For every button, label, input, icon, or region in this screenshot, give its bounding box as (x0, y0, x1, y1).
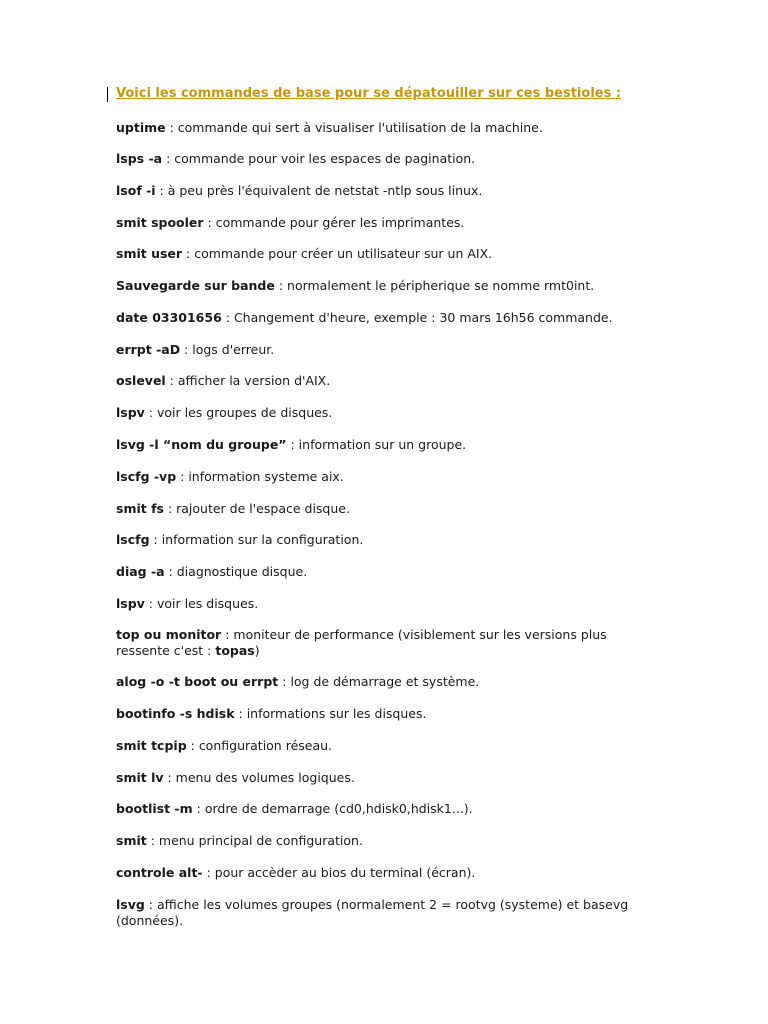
command-entry (116, 120, 656, 136)
command-description: : ordre de demarrage (cd0,hdisk0,hdisk1...). (192, 801, 473, 816)
command-description: ) (254, 643, 260, 658)
command-name: alog -o -t boot ou errpt (116, 674, 279, 689)
command-description: : diagnostique disque. (164, 564, 308, 579)
command-description: : menu des volumes logiques. (163, 770, 355, 785)
command-description: : rajouter de l'espace disque. (163, 501, 350, 516)
command-entry (116, 897, 656, 929)
document-heading: Voici les commandes de base pour se dépatouiller sur ces bestioles : (116, 86, 622, 101)
command-description: : moniteur de performance (visiblement sur les versions plus ressente c'est : (116, 627, 607, 658)
command-description: : commande pour créer un utilisateur sur un AIX. (182, 246, 493, 261)
command-description: : menu principal de configuration. (146, 833, 363, 848)
command-description: : affiche les volumes groupes (normalement 2 = rootvg (systeme) et basevg (données). (116, 897, 629, 928)
command-entry (116, 738, 656, 754)
command-name: lscfg (116, 532, 150, 547)
command-name: smit user (116, 246, 183, 261)
command-description: : afficher la version d'AIX. (165, 373, 331, 388)
command-description: : informations sur les disques. (234, 706, 427, 721)
command-name: lspv (116, 596, 145, 611)
command-entry (116, 151, 656, 167)
command-description: : configuration réseau. (186, 738, 333, 753)
command-entry (116, 373, 656, 389)
command-description: : log de démarrage et système. (278, 674, 480, 689)
command-name: diag -a (116, 564, 165, 579)
command-name: smit spooler (116, 215, 204, 230)
command-entry (116, 706, 656, 722)
command-description: : voir les disques. (144, 596, 259, 611)
command-description: : Changement d'heure, exemple : 30 mars 16h56 commande. (221, 310, 613, 325)
command-entry (116, 405, 656, 421)
command-name: topas (215, 643, 255, 658)
command-entry (116, 564, 656, 580)
command-entry (116, 865, 656, 881)
command-entry (116, 246, 656, 262)
command-entry (116, 801, 656, 817)
command-entry (116, 437, 656, 453)
command-name: lsvg -l “nom du groupe” (116, 437, 287, 452)
text-cursor (107, 87, 108, 102)
command-description: : commande qui sert à visualiser l'utilisation de la machine. (165, 120, 543, 135)
command-name: Sauvegarde sur bande (116, 278, 275, 293)
command-name: controle alt- (116, 865, 203, 880)
command-name: smit tcpip (116, 738, 187, 753)
command-entry (116, 596, 656, 612)
command-description: : pour accèder au bios du terminal (écran). (202, 865, 476, 880)
command-description: : logs d'erreur. (180, 342, 275, 357)
command-entry (116, 833, 656, 849)
command-entry (116, 770, 656, 786)
command-description: : à peu près l'équivalent de netstat -ntlp sous linux. (155, 183, 483, 198)
command-description: : voir les groupes de disques. (144, 405, 333, 420)
command-entry (116, 183, 656, 199)
command-entry (116, 627, 656, 659)
command-entry (116, 469, 656, 485)
command-name: bootlist -m (116, 801, 193, 816)
command-description: : information sur un groupe. (286, 437, 467, 452)
command-name: lsof -i (116, 183, 156, 198)
command-name: top ou monitor (116, 627, 222, 642)
command-name: uptime (116, 120, 166, 135)
command-description: : commande pour gérer les imprimantes. (203, 215, 465, 230)
command-name: lsps -a (116, 151, 163, 166)
command-name: smit (116, 833, 147, 848)
command-name: smit fs (116, 501, 164, 516)
command-entry (116, 532, 656, 548)
command-entry (116, 215, 656, 231)
command-name: date 03301656 (116, 310, 222, 325)
command-description: : commande pour voir les espaces de pagination. (162, 151, 476, 166)
command-entry (116, 674, 656, 690)
command-entry (116, 342, 656, 358)
command-name: lscfg -vp (116, 469, 177, 484)
command-entry (116, 310, 656, 326)
command-entry (116, 278, 656, 294)
command-name: oslevel (116, 373, 166, 388)
command-name: bootinfo -s hdisk (116, 706, 235, 721)
command-entry (116, 501, 656, 517)
command-name: lsvg (116, 897, 145, 912)
command-name: smit lv (116, 770, 164, 785)
command-description: : information systeme aix. (176, 469, 344, 484)
command-name: lspv (116, 405, 145, 420)
command-name: errpt -aD (116, 342, 181, 357)
command-description: : information sur la configuration. (149, 532, 364, 547)
command-description: : normalement le péripherique se nomme rmt0int. (274, 278, 595, 293)
